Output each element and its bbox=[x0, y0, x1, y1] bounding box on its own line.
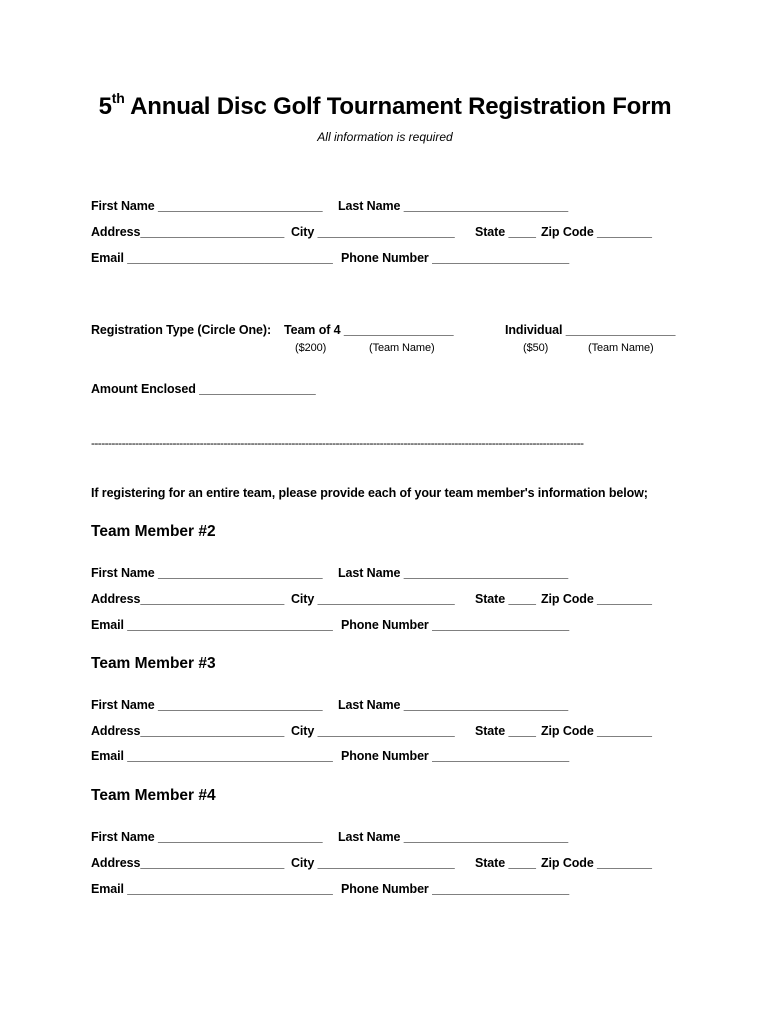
team-name-hint: (Team Name) bbox=[369, 342, 435, 354]
team-price: ($200) bbox=[295, 342, 327, 354]
registration-type-label: Registration Type (Circle One): bbox=[91, 323, 272, 337]
member-2-last-name-field[interactable]: Last Name ________________________ bbox=[338, 566, 569, 580]
city-field[interactable]: City ____________________ bbox=[291, 225, 455, 239]
last-name-field[interactable]: Last Name ________________________ bbox=[338, 199, 569, 213]
email-field[interactable]: Email ______________________________ bbox=[91, 251, 333, 265]
member-3-last-name-field[interactable]: Last Name ________________________ bbox=[338, 698, 569, 712]
member-3-first-name-field[interactable]: First Name ________________________ bbox=[91, 698, 323, 712]
member-4-email-field[interactable]: Email ______________________________ bbox=[91, 882, 333, 896]
member-3-city-field[interactable]: City ____________________ bbox=[291, 724, 455, 738]
member-3-phone-number-field[interactable]: Phone Number ____________________ bbox=[341, 749, 570, 763]
member-4-city-field[interactable]: City ____________________ bbox=[291, 856, 455, 870]
address-field[interactable]: Address_____________________ bbox=[91, 225, 285, 239]
amount-enclosed-field[interactable]: Amount Enclosed _________________ bbox=[91, 382, 316, 396]
first-name-field[interactable]: First Name ________________________ bbox=[91, 199, 323, 213]
member-2-email-field[interactable]: Email ______________________________ bbox=[91, 618, 333, 632]
team-of-4-option[interactable]: Team of 4 ________________ bbox=[284, 323, 454, 337]
individual-option[interactable]: Individual ________________ bbox=[505, 323, 676, 337]
member-4-first-name-field[interactable]: First Name ________________________ bbox=[91, 830, 323, 844]
member-2-phone-number-field[interactable]: Phone Number ____________________ bbox=[341, 618, 570, 632]
member-2-state-field[interactable]: State ____ bbox=[475, 592, 536, 606]
member-3-email-field[interactable]: Email ______________________________ bbox=[91, 749, 333, 763]
individual-price: ($50) bbox=[523, 342, 549, 354]
zip-code-field[interactable]: Zip Code ________ bbox=[541, 225, 652, 239]
form-title bbox=[0, 92, 770, 121]
title-ordinal-suffix: th bbox=[111, 90, 125, 106]
form-subtitle: All information is required bbox=[317, 130, 453, 144]
member-4-zip-code-field[interactable]: Zip Code ________ bbox=[541, 856, 652, 870]
member-3-state-field[interactable]: State ____ bbox=[475, 724, 536, 738]
dashed-separator: ------------------------------------------------------------------------------------------------------------------------------------------------- bbox=[91, 436, 584, 450]
member-4-state-field[interactable]: State ____ bbox=[475, 856, 536, 870]
team-member-4-heading: Team Member #4 bbox=[91, 787, 216, 804]
phone-number-field[interactable]: Phone Number ____________________ bbox=[341, 251, 570, 265]
member-4-last-name-field[interactable]: Last Name ________________________ bbox=[338, 830, 569, 844]
member-2-first-name-field[interactable]: First Name ________________________ bbox=[91, 566, 323, 580]
title-text: Annual Disc Golf Tournament Registration Form bbox=[124, 93, 672, 120]
team-member-2-heading: Team Member #2 bbox=[91, 523, 216, 540]
member-4-phone-number-field[interactable]: Phone Number ____________________ bbox=[341, 882, 570, 896]
team-member-3-heading: Team Member #3 bbox=[91, 655, 216, 672]
member-3-address-field[interactable]: Address_____________________ bbox=[91, 724, 285, 738]
member-3-zip-code-field[interactable]: Zip Code ________ bbox=[541, 724, 652, 738]
state-field[interactable]: State ____ bbox=[475, 225, 536, 239]
title-number: 5 bbox=[98, 93, 112, 120]
team-instructions: If registering for an entire team, please provide each of your team member's information below; bbox=[91, 486, 648, 500]
individual-name-hint: (Team Name) bbox=[588, 342, 654, 354]
member-2-address-field[interactable]: Address_____________________ bbox=[91, 592, 285, 606]
member-4-address-field[interactable]: Address_____________________ bbox=[91, 856, 285, 870]
member-2-city-field[interactable]: City ____________________ bbox=[291, 592, 455, 606]
member-2-zip-code-field[interactable]: Zip Code ________ bbox=[541, 592, 652, 606]
